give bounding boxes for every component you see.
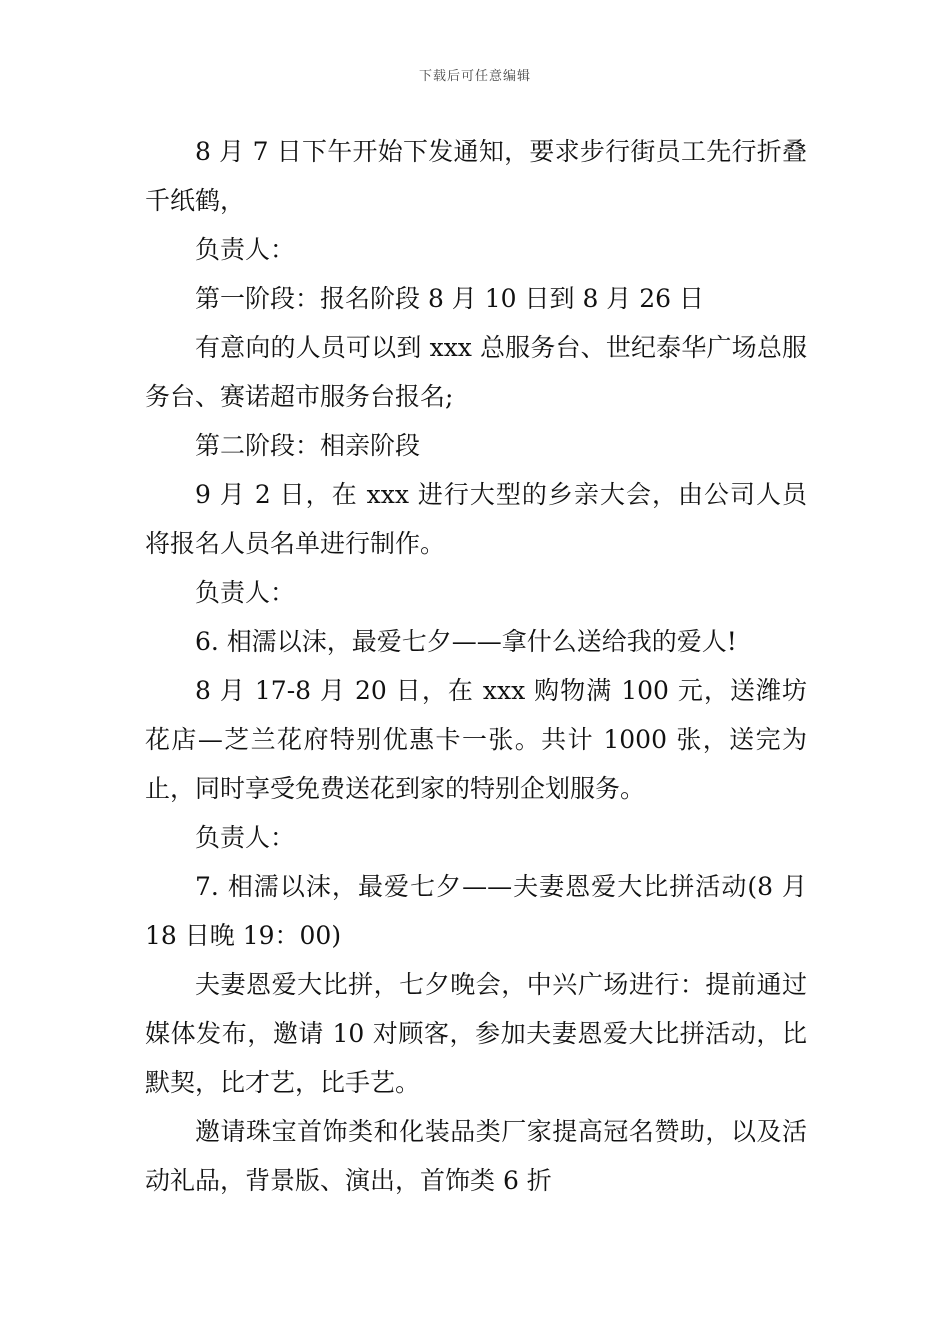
paragraph-responsible-1: 负责人： xyxy=(195,235,296,264)
paragraph-item-6-title: 6. 相濡以沫，最爱七夕——拿什么送给我的爱人! xyxy=(195,627,737,656)
paragraph-item-6-body: 8 月 17-8 月 20 日，在 xxx 购物满 100 元，送潍坊花店—芝兰花府特别优惠卡一张。共计 1000 张，送完为止，同时享受免费送花到家的特别企划服务。 xyxy=(145,676,807,803)
paragraph-item-7-title: 7. 相濡以沫，最爱七夕——夫妻恩爱大比拼活动(8 月 18 日晚 19：00) xyxy=(145,872,807,950)
paragraph-sponsorship: 邀请珠宝首饰类和化装品类厂家提高冠名赞助，以及活动礼品，背景版、演出，首饰类 6 折 xyxy=(145,1117,807,1195)
paragraph-responsible-2: 负责人： xyxy=(195,578,296,607)
paragraph-stage-two: 第二阶段：相亲阶段 xyxy=(195,431,421,460)
paragraph-responsible-3: 负责人： xyxy=(195,823,296,852)
paragraph-item-7-body: 夫妻恩爱大比拼，七夕晚会，中兴广场进行：提前通过媒体发布，邀请 10 对顾客，参加夫妻恩爱大比拼活动，比默契，比才艺，比手艺。 xyxy=(145,970,807,1097)
document-body xyxy=(145,127,807,1205)
page-header: 下载后可任意编辑 xyxy=(418,69,531,84)
paragraph-registration: 有意向的人员可以到 xxx 总服务台、世纪泰华广场总服务台、赛诺超市服务台报名; xyxy=(145,333,807,411)
paragraph-matchmaking: 9 月 2 日，在 xxx 进行大型的乡亲大会，由公司人员将报名人员名单进行制作。 xyxy=(145,480,807,558)
paragraph-notice: 8 月 7 日下午开始下发通知，要求步行街员工先行折叠千纸鹤， xyxy=(145,137,807,215)
paragraph-stage-one: 第一阶段：报名阶段 8 月 10 日到 8 月 26 日 xyxy=(195,284,705,313)
